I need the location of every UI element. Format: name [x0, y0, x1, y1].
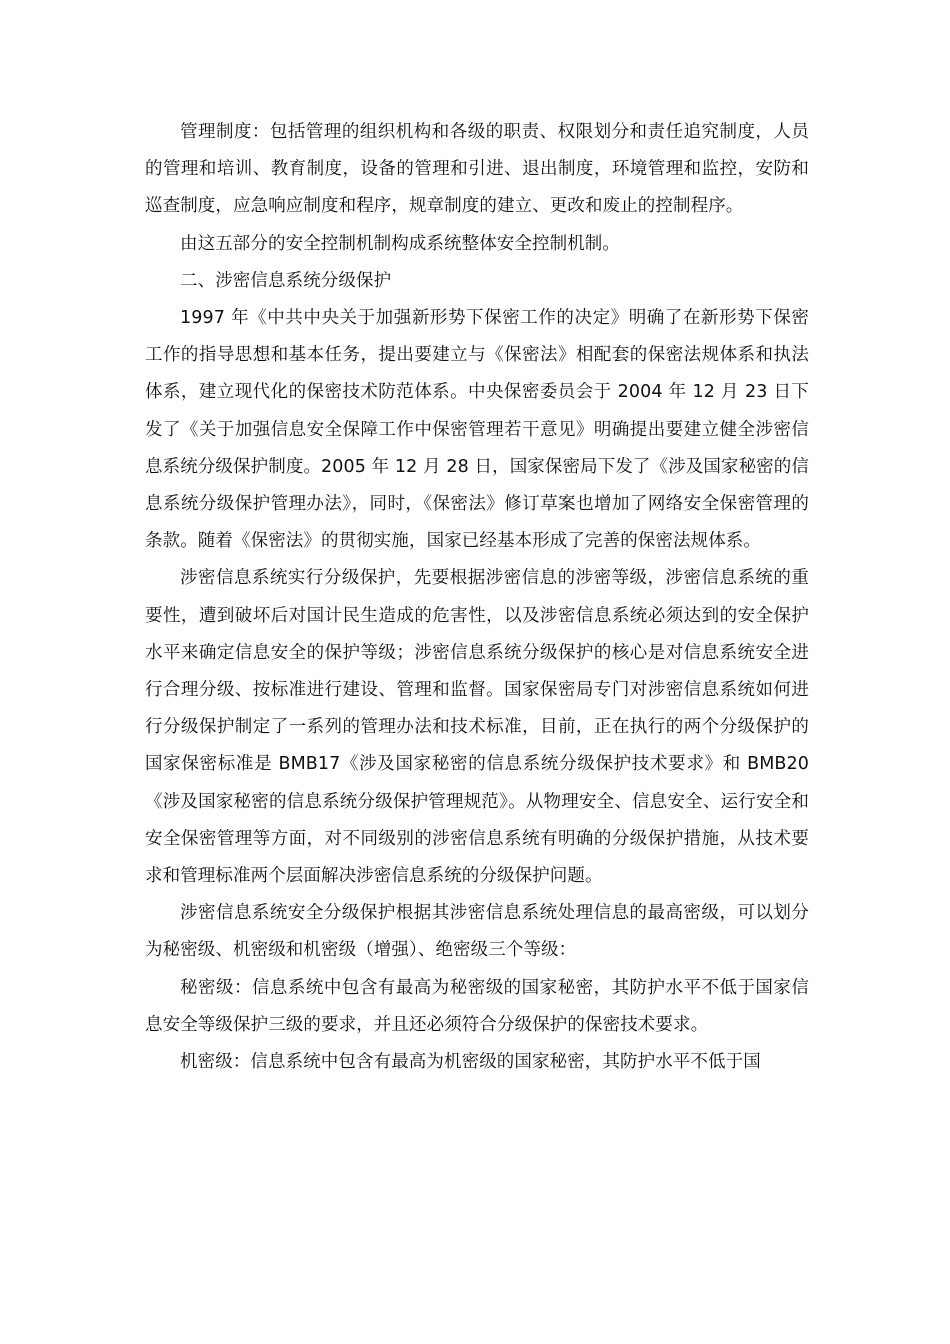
paragraph-confidential-level: 机密级：信息系统中包含有最高为机密级的国家秘密，其防护水平不低于国	[180, 1052, 761, 1073]
paragraph-management-system: 管理制度：包括管理的组织机构和各级的职责、权限划分和责任追究制度，人员的管理和培训、教育制度，设备的管理和引进、退出制度，环境管理和监控，安防和巡查制度，应急响应制度和程序，规章制度的建立、更改和废止的控制程序。	[145, 122, 809, 217]
document-body	[145, 114, 809, 1081]
paragraph-classified-protection: 涉密信息系统实行分级保护，先要根据涉密信息的涉密等级，涉密信息系统的重要性，遭到破坏后对国计民生造成的危害性，以及涉密信息系统必须达到的安全保护水平来确定信息安全的保护等级；涉密信息系统分级保护的核心是对信息系统安全进行合理分级、按标准进行建设、管理和监督。国家保密局专门对涉密信息系统如何进行分级保护制定了一系列的管理办法和技术标准，目前，正在执行的两个分级保护的国家保密标准是 BMB17《涉及国家秘密的信息系统分级保护技术要求》和 BMB20《涉及国家秘密的信息系统分级保护管理规范》。从物理安全、信息安全、运行安全和安全保密管理等方面，对不同级别的涉密信息系统有明确的分级保护措施，从技术要求和管理标准两个层面解决涉密信息系统的分级保护问题。	[145, 568, 809, 887]
paragraph-history: 1997 年《中共中央关于加强新形势下保密工作的决定》明确了在新形势下保密工作的指导思想和基本任务，提出要建立与《保密法》相配套的保密法规体系和执法体系，建立现代化的保密技术防范体系。中央保密委员会于 2004 年 12 月 23 日下发了《关于加强信息安全保障工作中保密管理若干意见》明确提出要建立健全涉密信息系统分级保护制度。2005 年 12 月 28 日，国家保密局下发了《涉及国家秘密的信息系统分级保护管理办法》，同时，《保密法》修订草案也增加了网络安全保密管理的条款。随着《保密法》的贯彻实施，国家已经基本形成了完善的保密法规体系。	[145, 308, 809, 552]
paragraph-secret-level: 秘密级：信息系统中包含有最高为秘密级的国家秘密，其防护水平不低于国家信息安全等级保护三级的要求，并且还必须符合分级保护的保密技术要求。	[145, 977, 809, 1035]
paragraph-summary: 由这五部分的安全控制机制构成系统整体安全控制机制。	[180, 233, 620, 254]
paragraph-levels-intro: 涉密信息系统安全分级保护根据其涉密信息系统处理信息的最高密级，可以划分为秘密级、机密级和机密级（增强）、绝密级三个等级：	[145, 903, 809, 961]
section-heading: 二、涉密信息系统分级保护	[180, 270, 392, 291]
